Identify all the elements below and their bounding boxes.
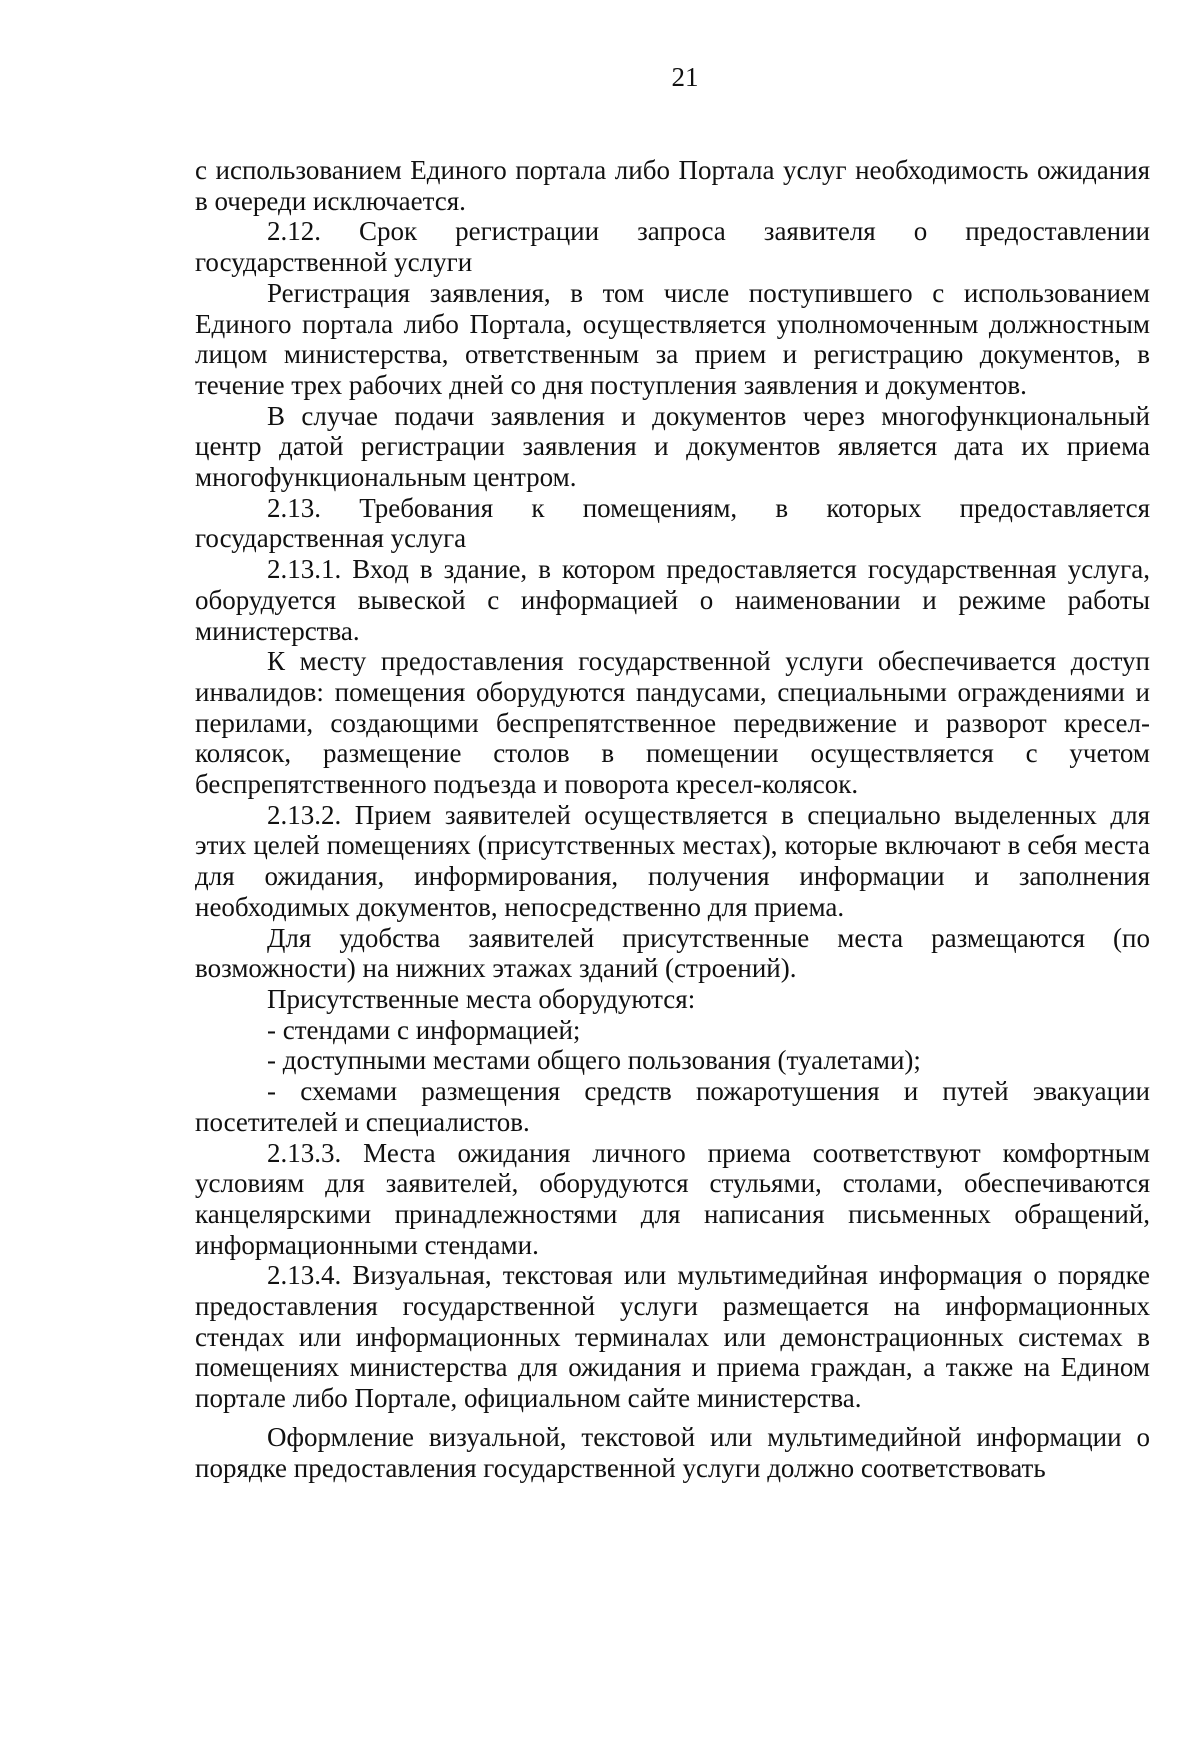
document-body <box>195 155 1150 1483</box>
list-item-evacuation-schemes: - схемами размещения средств пожаротушения и путей эвакуации посетителей и специалистов. <box>195 1076 1150 1137</box>
paragraph-queue-exclusion: с использованием Единого портала либо Портала услуг необходимость ожидания в очереди исключается. <box>195 155 1150 216</box>
paragraph-2-13-1: 2.13.1. Вход в здание, в котором предоставляется государственная услуга, оборудуется вывеской с информацией о наименовании и режиме работы министерства. <box>195 554 1150 646</box>
paragraph-info-design: Оформление визуальной, текстовой или мультимедийной информации о порядке предоставления государственной услуги должно соответствовать <box>195 1421 1150 1483</box>
page-number: 21 <box>671 62 699 92</box>
section-heading-2-12: 2.12. Срок регистрации запроса заявителя о предоставлении государственной услуги <box>195 216 1150 278</box>
list-item-info-stands: - стендами с информацией; <box>267 1014 581 1045</box>
paragraph-disabled-access: К месту предоставления государственной услуги обеспечивается доступ инвалидов: помещения оборудуются пандусами, специальными ограждениями и перилами, создающими беспрепятственное передвижение и разворот кресел-колясок, размещение столов в помещении осуществляется с учетом беспрепятственного подъезда и поворота кресел-колясок. <box>195 646 1150 800</box>
paragraph-mfc-registration: В случае подачи заявления и документов через многофункциональный центр датой регистрации заявления и документов является дата их приема многофункциональным центром. <box>195 400 1150 493</box>
paragraph-equipment-intro: Присутственные места оборудуются: <box>267 983 696 1014</box>
paragraph-registration: Регистрация заявления, в том числе поступившего с использованием Единого портала либо Портала, осуществляется уполномоченным должностным лицом министерства, ответственным за прием и регистрацию документов, в течение трех рабочих дней со дня поступления заявления и документов. <box>195 277 1150 400</box>
paragraph-2-13-4: 2.13.4. Визуальная, текстовая или мультимедийная информация о порядке предоставления государственной услуги размещается на информационных стендах или информационных терминалах или демонстрационных системах в помещениях министерства для ожидания и приема граждан, а также на Едином портале либо Портале, официальном сайте министерства. <box>195 1260 1150 1414</box>
paragraph-2-13-2: 2.13.2. Прием заявителей осуществляется в специально выделенных для этих целей помещениях (присутственных местах), которые включают в себя места для ожидания, информирования, получения информации и заполнения необходимых документов, непосредственно для приема. <box>195 799 1150 922</box>
section-heading-2-13: 2.13. Требования к помещениям, в которых предоставляется государственная услуга <box>195 492 1150 554</box>
paragraph-lower-floors: Для удобства заявителей присутственные места размещаются (по возможности) на нижних этажах зданий (строений). <box>195 922 1150 984</box>
paragraph-2-13-3: 2.13.3. Места ожидания личного приема соответствуют комфортным условиям для заявителей, оборудуются стульями, столами, обеспечиваются канцелярскими принадлежностями для написания письменных обращений, информационными стендами. <box>195 1137 1150 1260</box>
list-item-restrooms: - доступными местами общего пользования (туалетами); <box>267 1045 921 1076</box>
